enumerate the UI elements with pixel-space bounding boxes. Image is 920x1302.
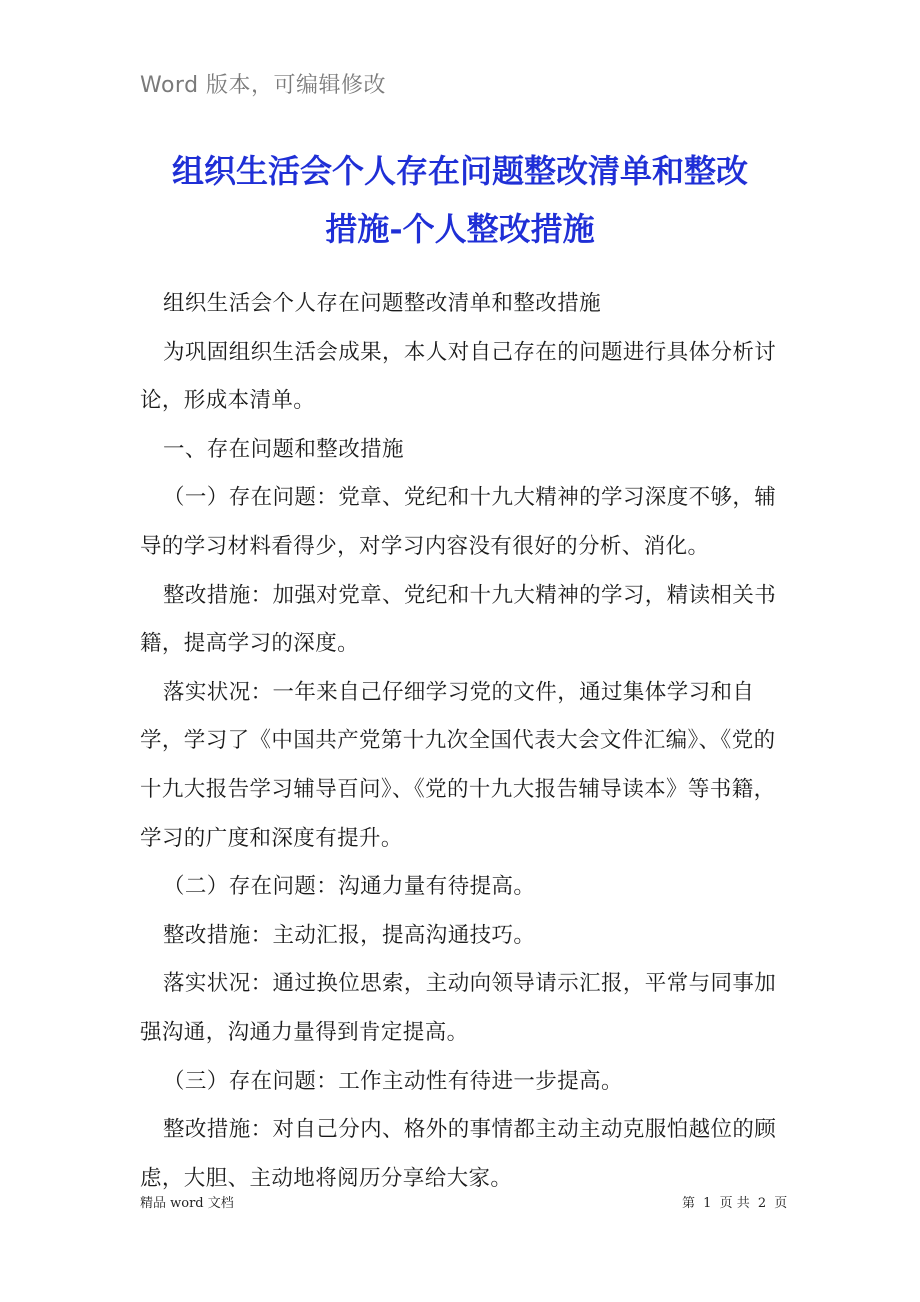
page-total: 2 — [757, 1196, 767, 1211]
page-current: 1 — [703, 1196, 712, 1211]
paragraph: 组织生活会个人存在问题整改清单和整改措施 — [163, 291, 602, 316]
document-title — [120, 142, 800, 258]
paragraph: 一、存在问题和整改措施 — [163, 436, 404, 462]
title-line-2: 措施-个人整改措施 — [325, 210, 595, 248]
paragraph: 落实状况：一年来自己仔细学习党的文件，通过集体学习和自学，学习了《中国共产党第十九次全国代表大会文件汇编》、《党的十九大报告学习辅导百问》、《党的十九大报告辅导读本》等书籍，学习的广度和深度有提升。 — [140, 679, 776, 851]
paragraph: 整改措施：对自己分内、格外的事情都主动主动克服怕越位的顾虑，大胆、主动地将阅历分享给大家。 — [140, 1117, 777, 1191]
paragraph: 整改措施：主动汇报，提高沟通技巧。 — [163, 922, 536, 948]
document-body — [140, 280, 790, 1203]
footer-label: 精品 word 文档 — [140, 1196, 234, 1211]
paragraph: 落实状况：通过换位思索，主动向领导请示汇报，平常与同事加强沟通，沟通力量得到肯定提高。 — [140, 971, 777, 1045]
paragraph: （一）存在问题：党章、党纪和十九大精神的学习深度不够，辅导的学习材料看得少，对学习内容没有很好的分析、消化。 — [140, 485, 777, 559]
title-line-1: 组织生活会个人存在问题整改清单和整改 — [171, 152, 748, 190]
page-prefix: 第 — [682, 1196, 696, 1211]
paragraph: （二）存在问题：沟通力量有待提高。 — [163, 874, 536, 900]
paragraph: （三）存在问题：工作主动性有待进一步提高。 — [163, 1068, 623, 1094]
paragraph: 整改措施：加强对党章、党纪和十九大精神的学习，精读相关书籍，提高学习的深度。 — [140, 582, 777, 657]
watermark-header: Word 版本，可编辑修改 — [140, 73, 387, 98]
page-mid: 页 共 — [719, 1196, 750, 1211]
page-suffix: 页 — [774, 1196, 788, 1211]
paragraph: 为巩固组织生活会成果，本人对自己存在的问题进行具体分析讨论，形成本清单。 — [140, 339, 777, 414]
page-indicator — [680, 1192, 789, 1211]
